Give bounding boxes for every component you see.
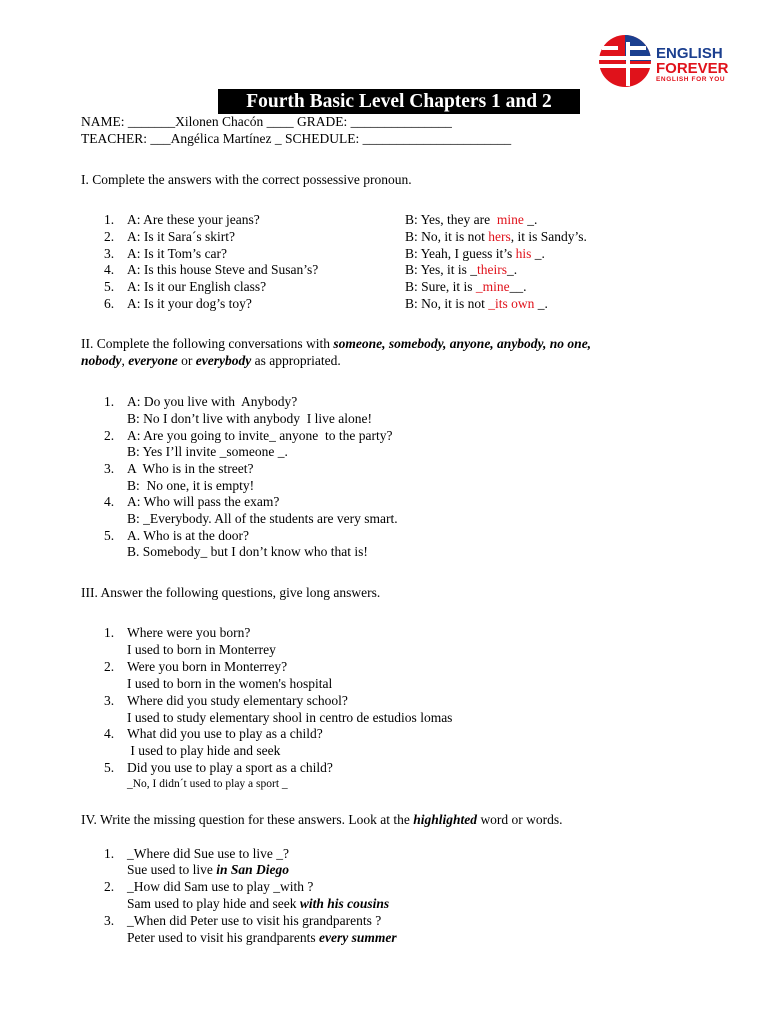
s1-question: A: Are these your jeans? — [127, 212, 260, 227]
s4-answer — [127, 862, 289, 878]
s1-answer-pre: B: Sure, it is — [405, 279, 476, 294]
section2-heading-line1 — [81, 336, 591, 352]
s1-num: 4. — [104, 262, 115, 277]
s2-heading-pre: II. Complete the following conversations with — [81, 336, 334, 351]
s1-answer-post: _. — [507, 262, 518, 277]
s1-answer-pre: B: Yes, they are — [405, 212, 494, 227]
s1-question: A: Is it Tom’s car? — [127, 246, 228, 261]
s1-question: A: Is it your dog’s toy? — [127, 296, 252, 311]
s4-answer-em: every summer — [318, 930, 397, 945]
s2-num: 3. — [104, 461, 115, 476]
logo-emblem-icon — [598, 32, 654, 90]
s4-heading-pre: IV. Write the missing question for these answers. Look at the — [81, 812, 414, 827]
s2-line-b: B. Somebody_ but I don’t know who that is! — [127, 544, 368, 559]
s1-answer — [405, 296, 548, 312]
s2-heading-post: as appropriated. — [251, 353, 341, 368]
s2-heading-words: someone, somebody, anyone, anybody, no one, — [333, 336, 592, 351]
s4-heading-post: word or words. — [477, 812, 563, 827]
s1-answer-post: , it is Sandy’s. — [510, 229, 587, 244]
section2-heading-line2 — [81, 353, 341, 369]
s1-answer-pre: B: Yes, it is _ — [405, 262, 478, 277]
s1-num: 5. — [104, 279, 115, 294]
section3-heading: III. Answer the following questions, give long answers. — [81, 585, 381, 600]
s4-answer-em: in San Diego — [216, 862, 290, 877]
s3-question: Did you use to play a sport as a child? — [127, 760, 333, 775]
section1-heading: I. Complete the answers with the correct possessive pronoun. — [81, 172, 412, 187]
s4-answer-pre: Peter used to visit his grandparents — [127, 930, 319, 945]
name-line: NAME: _______Xilonen Chacón ____ GRADE: _______________ — [81, 114, 452, 129]
s1-num: 3. — [104, 246, 115, 261]
s1-answer-fill: hers — [488, 229, 511, 244]
s3-num: 1. — [104, 625, 115, 640]
s1-answer-post: __. — [509, 279, 527, 294]
s1-answer-pre: B: Yeah, I guess it’s — [405, 246, 516, 261]
s3-question: Were you born in Monterrey? — [127, 659, 288, 674]
s4-answer-em: with his cousins — [299, 896, 390, 911]
s2-heading-word: nobody — [81, 353, 122, 368]
english-forever-logo — [598, 32, 740, 90]
s2-heading-sep: , — [121, 353, 129, 368]
s1-answer-fill: _mine — [475, 279, 510, 294]
s3-num: 2. — [104, 659, 115, 674]
s4-question: _Where did Sue use to live _? — [127, 846, 289, 861]
s2-line-a: A. Who is at the door? — [127, 528, 249, 543]
s2-line-b: B: No one, it is empty! — [127, 478, 255, 493]
s1-answer-fill: his — [515, 246, 535, 261]
s2-line-a: A: Do you live with Anybody? — [127, 394, 298, 409]
s3-answer: I used to born in the women's hospital — [127, 676, 333, 691]
s4-answer-pre: Sue used to live — [127, 862, 217, 877]
s1-answer-pre: B: No, it is not — [405, 229, 489, 244]
logo-line1: ENGLISH — [656, 45, 723, 62]
s2-num: 1. — [104, 394, 115, 409]
s2-num: 5. — [104, 528, 115, 543]
s4-answer-pre: Sam used to play hide and seek — [127, 896, 300, 911]
s2-line-a: A Who is in the street? — [127, 461, 254, 476]
s4-answer — [127, 930, 397, 946]
s4-answer — [127, 896, 389, 912]
s1-question: A: Is it our English class? — [127, 279, 267, 294]
s1-answer — [405, 279, 527, 295]
teacher-line: TEACHER: ___Angélica Martínez _ SCHEDULE: ______________________ — [81, 131, 512, 146]
s1-answer-fill: theirs — [477, 262, 508, 277]
s1-answer-post: _. — [527, 212, 538, 227]
s3-question: Where did you study elementary school? — [127, 693, 348, 708]
s3-num: 3. — [104, 693, 115, 708]
s1-answer-fill: mine — [493, 212, 528, 227]
s2-line-a: A: Are you going to invite_ anyone to the party? — [127, 428, 393, 443]
s3-num: 5. — [104, 760, 115, 775]
s2-line-b: B: Yes I’ll invite _someone _. — [127, 444, 288, 459]
s4-question: _When did Peter use to visit his grandparents ? — [127, 913, 382, 928]
s4-question: _How did Sam use to play _with ? — [127, 879, 314, 894]
s4-num: 1. — [104, 846, 115, 861]
page-title: Fourth Basic Level Chapters 1 and 2 — [218, 89, 580, 114]
s3-answer: I used to play hide and seek — [127, 743, 281, 758]
s1-num: 6. — [104, 296, 115, 311]
s1-answer-post: _. — [537, 296, 548, 311]
s2-num: 4. — [104, 494, 115, 509]
s3-question: Where were you born? — [127, 625, 251, 640]
s1-question: A: Is it Sara´s skirt? — [127, 229, 235, 244]
s4-num: 3. — [104, 913, 115, 928]
s2-line-b: B: No I don’t live with anybody I live alone! — [127, 411, 372, 426]
s1-answer — [405, 246, 545, 262]
s1-answer-pre: B: No, it is not — [405, 296, 489, 311]
s1-answer — [405, 262, 517, 278]
s1-answer — [405, 212, 537, 228]
section4-heading — [81, 812, 563, 828]
s2-num: 2. — [104, 428, 115, 443]
s2-heading-word: everybody — [195, 353, 252, 368]
s1-question: A: Is this house Steve and Susan’s? — [127, 262, 319, 277]
s1-answer — [405, 229, 587, 245]
s1-answer-fill: _its own — [488, 296, 538, 311]
s2-line-b: B: _Everybody. All of the students are very smart. — [127, 511, 398, 526]
s2-heading-word: everyone — [128, 353, 178, 368]
s3-num: 4. — [104, 726, 115, 741]
logo-line2: FOREVER — [656, 60, 729, 77]
s1-num: 1. — [104, 212, 115, 227]
s2-line-a: A: Who will pass the exam? — [127, 494, 280, 509]
logo-tagline: ENGLISH FOR YOU — [656, 76, 726, 83]
s3-question: What did you use to play as a child? — [127, 726, 323, 741]
s3-answer: I used to study elementary shool in centro de estudios lomas — [127, 710, 453, 725]
s3-answer: _No, I didn´t used to play a sport _ — [127, 778, 288, 790]
s1-answer-post: _. — [534, 246, 545, 261]
s1-num: 2. — [104, 229, 115, 244]
s2-heading-or: or — [177, 353, 196, 368]
s4-num: 2. — [104, 879, 115, 894]
s4-heading-em: highlighted — [413, 812, 478, 827]
s3-answer: I used to born in Monterrey — [127, 642, 276, 657]
